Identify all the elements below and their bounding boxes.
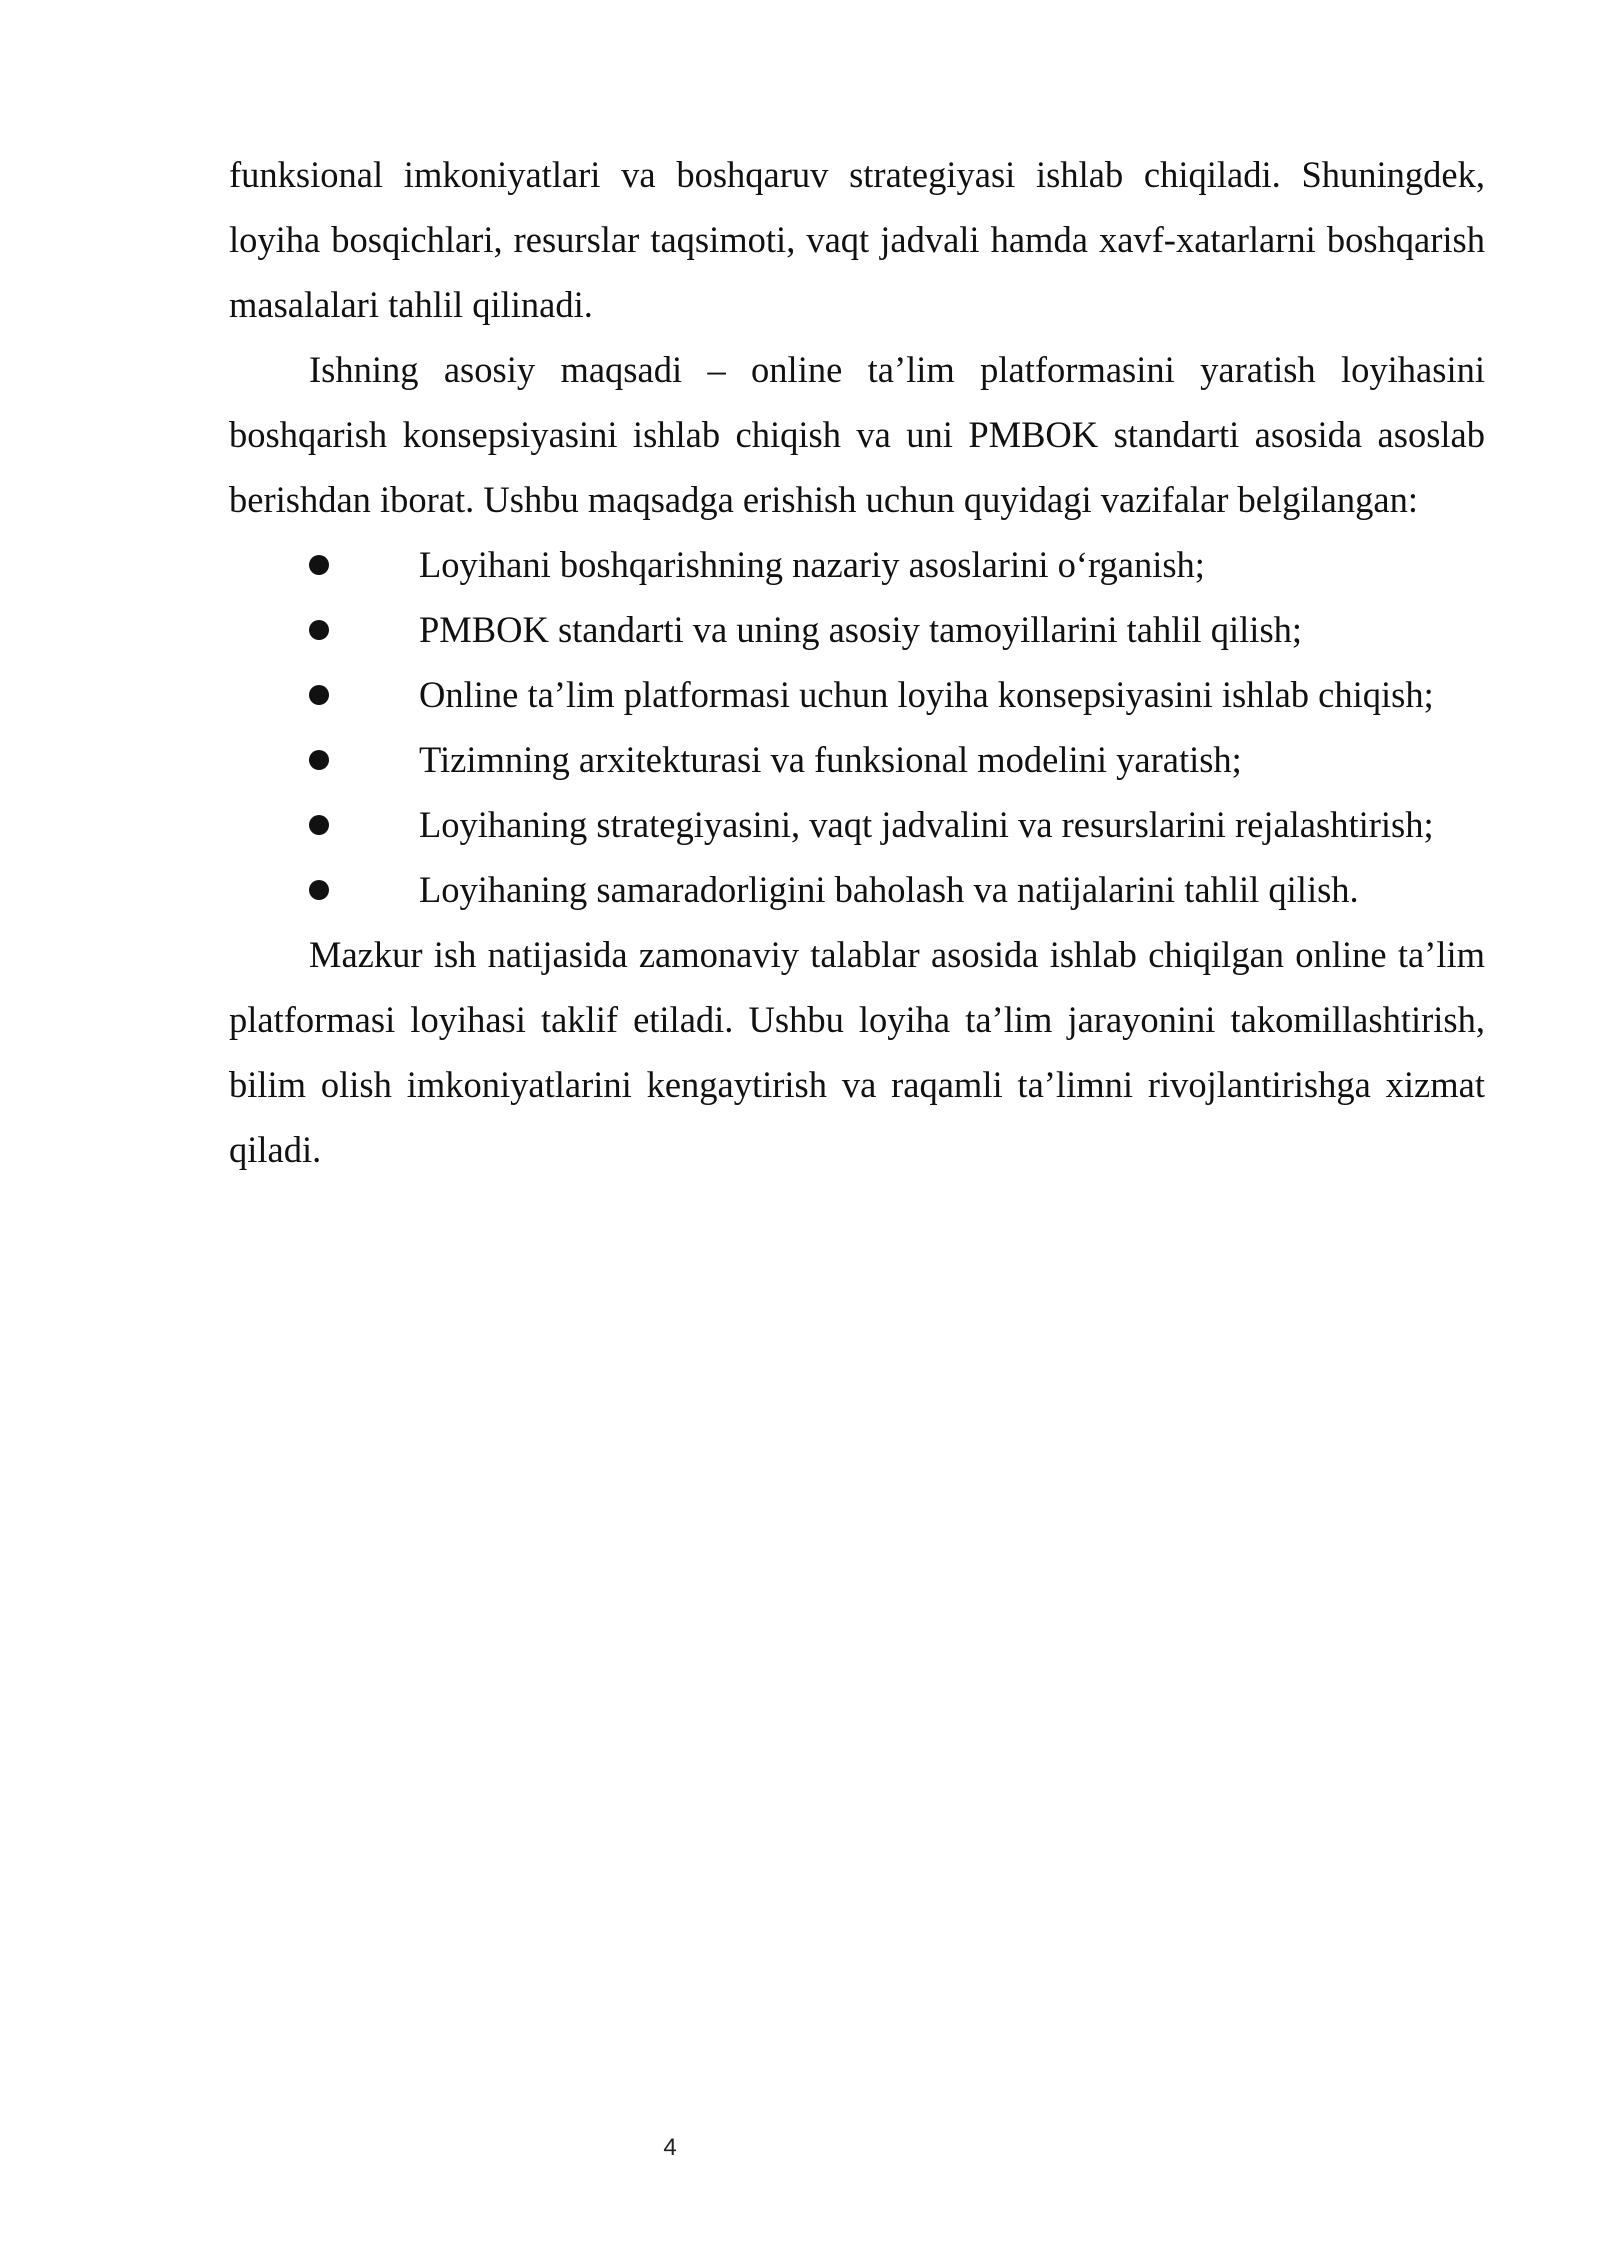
paragraph-continuation: funksional imkoniyatlari va boshqaruv strategiyasi ishlab chiqiladi. Shuningdek, loyiha bosqichlari, resurslar taqsimoti, vaqt jadvali hamda xavf-xatarlarni boshqarish masalalari tahlil qilinadi. [229,154,1485,325]
list-item [229,792,1485,857]
list-item-text: Loyihaning strategiyasini, vaqt jadvalini va resurslarini rejalashtirish; [419,804,1434,845]
bullet-icon [309,685,329,705]
paragraph-conclusion: Mazkur ish natijasida zamonaviy talablar asosida ishlab chiqilgan online ta’lim platformasi loyihasi taklif etiladi. Ushbu loyiha ta’lim jarayonini takomillashtirish, bilim olish imkoniyatlarini kengaytirish va raqamli ta’limni rivojlantirishga xizmat qiladi. [229,934,1485,1170]
page-number: 4 [663,2134,677,2161]
bullet-icon [309,815,329,835]
list-item [229,532,1485,597]
list-item-text: Loyihani boshqarishning nazariy asoslarini o‘rganish; [419,544,1205,585]
paragraph-purpose: Ishning asosiy maqsadi – online ta’lim platformasini yaratish loyihasini boshqarish konsepsiyasini ishlab chiqish va uni PMBOK standarti asosida asoslab berishdan iborat. Ushbu maqsadga erishish uchun quyidagi vazifalar belgilangan: [229,349,1485,520]
list-item [229,597,1485,662]
list-item-text: PMBOK standarti va uning asosiy tamoyillarini tahlil qilish; [419,609,1303,650]
list-item-text: Loyihaning samaradorligini baholash va natijalarini tahlil qilish. [419,869,1359,910]
bullet-icon [309,555,329,575]
list-item [229,857,1485,922]
list-item [229,727,1485,792]
list-item [229,662,1485,727]
list-item-text: Online ta’lim platformasi uchun loyiha konsepsiyasini ishlab chiqish; [419,674,1434,715]
task-list [229,532,1485,922]
bullet-icon [309,620,329,640]
page-content [229,142,1485,1182]
bullet-icon [309,750,329,770]
bullet-icon [309,880,329,900]
list-item-text: Tizimning arxitekturasi va funksional modelini yaratish; [419,739,1242,780]
